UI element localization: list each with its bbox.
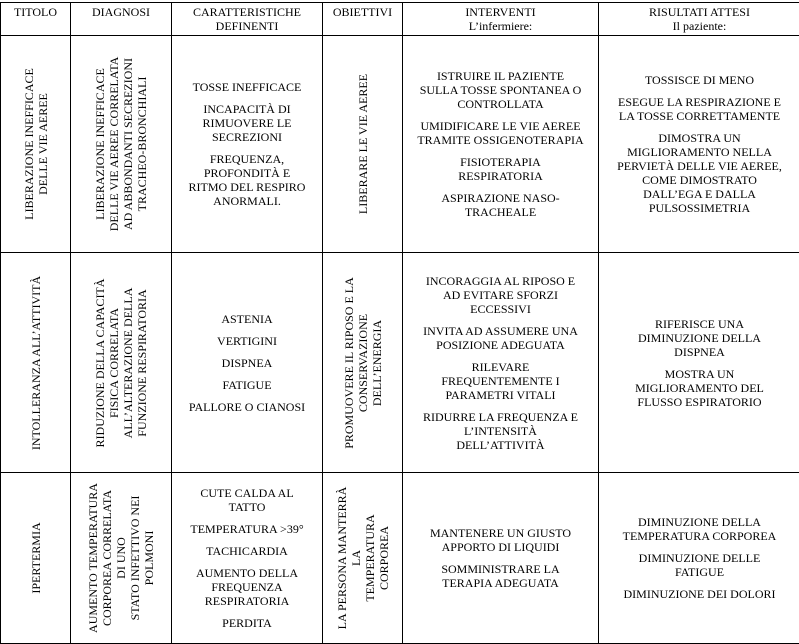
cell-obiettivi: [323, 473, 403, 644]
cell-caratteristiche-item-line: FREQUENZA: [176, 580, 318, 594]
cell-risultati-item: [603, 95, 796, 123]
care-plan-row: [1, 36, 799, 253]
cell-risultati-item: [603, 131, 796, 215]
cell-caratteristiche-item: [176, 356, 318, 370]
cell-risultati: [599, 473, 799, 644]
cell-risultati-item-line: PERVIETÀ DELLE VIE AEREE,: [603, 159, 796, 173]
cell-interventi-item-line: TRACHEALE: [407, 205, 594, 219]
cell-caratteristiche-item-line: FATIGUE: [176, 378, 318, 392]
cell-risultati-item-line: TOSSISCE DI MENO: [603, 73, 796, 87]
cell-diagnosi-line: STATO INFETTIVO NEI POLMONI: [128, 483, 156, 633]
cell-interventi-item-line: MANTENERE UN GIUSTO: [407, 526, 594, 540]
cell-interventi-item-line: FREQUENTEMENTE I: [407, 374, 594, 388]
header-titolo: TITOLO: [1, 3, 71, 36]
cell-titolo: [1, 36, 71, 253]
cell-caratteristiche: [172, 36, 323, 253]
cell-caratteristiche-item-line: CUTE CALDA AL: [176, 486, 318, 500]
cell-diagnosi-line: TRACHEO-BRONCHIALI: [135, 49, 149, 239]
cell-interventi-item-line: INCORAGGIA AL RIPOSO E: [407, 274, 594, 288]
cell-caratteristiche-item-line: SECREZIONI: [176, 130, 318, 144]
cell-caratteristiche-item-line: PROFONDITÀ E: [176, 166, 318, 180]
cell-diagnosi-line: RIDUZIONE DELLA CAPACITÀ: [93, 263, 107, 463]
cell-diagnosi-line: FISICA CORRELATA: [107, 263, 121, 463]
cell-diagnosi-line: CORPOREA CORRELATA DI UNO: [100, 483, 128, 633]
cell-caratteristiche-item: [176, 378, 318, 392]
cell-titolo: [1, 253, 71, 473]
cell-diagnosi: [71, 253, 172, 473]
cell-interventi: [403, 253, 599, 473]
cell-caratteristiche-item: [176, 544, 318, 558]
header-risultati: RISULTATI ATTESI Il paziente:: [599, 3, 799, 36]
cell-caratteristiche-item-line: RESPIRATORIA: [176, 594, 318, 608]
cell-risultati-item-line: MIGLIORAMENTO DEL: [603, 381, 796, 395]
cell-obiettivi: [323, 253, 403, 473]
cell-caratteristiche-item-line: TATTO: [176, 500, 318, 514]
cell-caratteristiche-item: [176, 152, 318, 208]
cell-caratteristiche-item-line: INCAPACITÀ DI: [176, 102, 318, 116]
cell-caratteristiche-item: [176, 400, 318, 414]
cell-risultati-item: [603, 73, 796, 87]
cell-risultati-item-line: LA TOSSE CORRETTAMENTE: [603, 109, 796, 123]
cell-caratteristiche-item: [176, 80, 318, 94]
cell-risultati-item-line: DIMINUZIONE DELLA: [603, 515, 796, 529]
cell-caratteristiche-item-line: PERDITA: [176, 616, 318, 630]
cell-obiettivi-line: PROMUOVERE IL RIPOSO E LA: [342, 263, 356, 463]
care-plan-row: [1, 253, 799, 473]
cell-risultati-item-line: DIMINUZIONE DELLA: [603, 331, 796, 345]
cell-diagnosi-line: LIBERAZIONE INEFFICACE: [93, 49, 107, 239]
header-interventi: INTERVENTI L’infermiere:: [403, 3, 599, 36]
cell-titolo-line: LIBERAZIONE INEFFICACE: [22, 49, 36, 239]
cell-risultati-item: [603, 587, 796, 601]
cell-interventi: [403, 36, 599, 253]
cell-diagnosi-line: FUNZIONE RESPIRATORIA: [135, 263, 149, 463]
cell-interventi-item: [407, 324, 594, 352]
cell-caratteristiche-item-line: PALLORE O CIANOSI: [176, 400, 318, 414]
cell-caratteristiche-item: [176, 566, 318, 608]
cell-interventi-item: [407, 526, 594, 554]
cell-diagnosi-line: AD ABBONDANTI SECREZIONI: [121, 49, 135, 239]
cell-caratteristiche-item: [176, 486, 318, 514]
cell-diagnosi-line: AUMENTO TEMPERATURA: [86, 483, 100, 633]
cell-obiettivi: [323, 36, 403, 253]
cell-caratteristiche-item: [176, 522, 318, 536]
cell-interventi-item: [407, 274, 594, 316]
cell-interventi-item-line: RIDURRE LA FREQUENZA E: [407, 410, 594, 424]
cell-risultati-item-line: DIMOSTRA UN: [603, 131, 796, 145]
cell-interventi-item-line: CONTROLLATA: [407, 97, 594, 111]
cell-interventi-item-line: ISTRUIRE IL PAZIENTE: [407, 69, 594, 83]
cell-diagnosi-line: DELLE VIE AEREE CORRELATA: [107, 49, 121, 239]
cell-titolo-line: INTOLLERANZA ALL’ATTIVITÀ: [29, 263, 43, 463]
cell-caratteristiche-item-line: AUMENTO DELLA: [176, 566, 318, 580]
cell-caratteristiche: [172, 473, 323, 644]
cell-caratteristiche-item-line: ASTENIA: [176, 312, 318, 326]
cell-interventi-item-line: RILEVARE: [407, 360, 594, 374]
cell-risultati-item-line: COME DIMOSTRATO: [603, 173, 796, 187]
cell-risultati-item-line: FATIGUE: [603, 565, 796, 579]
cell-obiettivi-line: TEMPERATURA CORPOREA: [363, 483, 391, 633]
cell-risultati-item-line: PULSOSSIMETRIA: [603, 201, 796, 215]
cell-interventi-item-line: TRAMITE OSSIGENOTERAPIA: [407, 133, 594, 147]
cell-caratteristiche-item-line: TEMPERATURA >39°: [176, 522, 318, 536]
cell-risultati-item-line: FLUSSO ESPIRATORIO: [603, 395, 796, 409]
cell-caratteristiche-item: [176, 616, 318, 630]
cell-caratteristiche-item-line: TACHICARDIA: [176, 544, 318, 558]
cell-risultati-item: [603, 515, 796, 543]
cell-risultati-item-line: MOSTRA UN: [603, 367, 796, 381]
cell-risultati-item-line: DISPNEA: [603, 345, 796, 359]
cell-titolo: [1, 473, 71, 644]
cell-diagnosi: [71, 36, 172, 253]
cell-risultati-item-line: TEMPERATURA CORPOREA: [603, 529, 796, 543]
cell-interventi-item-line: APPORTO DI LIQUIDI: [407, 540, 594, 554]
cell-obiettivi-line: CONSERVAZIONE: [356, 263, 370, 463]
cell-risultati-item-line: DALL’EGA E DALLA: [603, 187, 796, 201]
cell-caratteristiche-item-line: FREQUENZA,: [176, 152, 318, 166]
cell-interventi-item: [407, 360, 594, 402]
cell-risultati: [599, 253, 799, 473]
cell-interventi-item: [407, 562, 594, 590]
header-obiettivi: OBIETTIVI: [323, 3, 403, 36]
cell-interventi-item-line: TERAPIA ADEGUATA: [407, 576, 594, 590]
cell-caratteristiche-item-line: TOSSE INEFFICACE: [176, 80, 318, 94]
cell-interventi: [403, 473, 599, 644]
cell-risultati-item-line: ESEGUE LA RESPIRAZIONE E: [603, 95, 796, 109]
cell-interventi-item: [407, 410, 594, 452]
cell-interventi-item-line: FISIOTERAPIA: [407, 155, 594, 169]
cell-interventi-item-line: AD EVITARE SFORZI: [407, 288, 594, 302]
cell-interventi-item-line: PARAMETRI VITALI: [407, 388, 594, 402]
cell-interventi-item: [407, 155, 594, 183]
cell-caratteristiche: [172, 253, 323, 473]
care-plan-row: [1, 473, 799, 644]
header-diagnosi: DIAGNOSI: [71, 3, 172, 36]
cell-caratteristiche-item: [176, 102, 318, 144]
cell-risultati-item-line: RIFERISCE UNA: [603, 317, 796, 331]
cell-interventi-item: [407, 119, 594, 147]
cell-interventi-item-line: ECCESSIVI: [407, 302, 594, 316]
cell-caratteristiche-item-line: RIMUOVERE LE: [176, 116, 318, 130]
cell-risultati: [599, 36, 799, 253]
cell-risultati-item-line: MIGLIORAMENTO NELLA: [603, 145, 796, 159]
cell-titolo-line: DELLE VIE AEREE: [36, 49, 50, 239]
cell-diagnosi-line: ALL’ALTERAZIONE DELLA: [121, 263, 135, 463]
cell-interventi-item-line: RESPIRATORIA: [407, 169, 594, 183]
cell-caratteristiche-item: [176, 334, 318, 348]
cell-titolo-line: IPERTERMIA: [29, 483, 43, 633]
cell-interventi-item-line: UMIDIFICARE LE VIE AEREE: [407, 119, 594, 133]
cell-risultati-item: [603, 551, 796, 579]
cell-interventi-item-line: SOMMINISTRARE LA: [407, 562, 594, 576]
cell-obiettivi-line: DELL’ENERGIA: [370, 263, 384, 463]
cell-interventi-item-line: L’INTENSITÀ: [407, 424, 594, 438]
cell-diagnosi: [71, 473, 172, 644]
care-plan-table: [0, 2, 799, 644]
cell-obiettivi-line: LA PERSONA MANTERRÀ LA: [335, 483, 363, 633]
cell-obiettivi-line: LIBERARE LE VIE AEREE: [356, 49, 370, 239]
cell-interventi-item-line: SULLA TOSSE SPONTANEA O: [407, 83, 594, 97]
cell-interventi-item-line: ASPIRAZIONE NASO-: [407, 191, 594, 205]
cell-caratteristiche-item-line: ANORMALI.: [176, 194, 318, 208]
cell-interventi-item: [407, 69, 594, 111]
header-caratteristiche: CARATTERISTICHE DEFINENTI: [172, 3, 323, 36]
cell-risultati-item: [603, 367, 796, 409]
cell-interventi-item-line: POSIZIONE ADEGUATA: [407, 338, 594, 352]
cell-risultati-item: [603, 317, 796, 359]
cell-interventi-item-line: INVITA AD ASSUMERE UNA: [407, 324, 594, 338]
cell-caratteristiche-item-line: DISPNEA: [176, 356, 318, 370]
cell-interventi-item-line: DELL’ATTIVITÀ: [407, 438, 594, 452]
cell-interventi-item: [407, 191, 594, 219]
cell-caratteristiche-item-line: RITMO DEL RESPIRO: [176, 180, 318, 194]
cell-caratteristiche-item-line: VERTIGINI: [176, 334, 318, 348]
cell-risultati-item-line: DIMINUZIONE DEI DOLORI: [603, 587, 796, 601]
care-plan-body: [1, 36, 799, 644]
cell-risultati-item-line: DIMINUZIONE DELLE: [603, 551, 796, 565]
header-row: [1, 3, 799, 36]
cell-caratteristiche-item: [176, 312, 318, 326]
